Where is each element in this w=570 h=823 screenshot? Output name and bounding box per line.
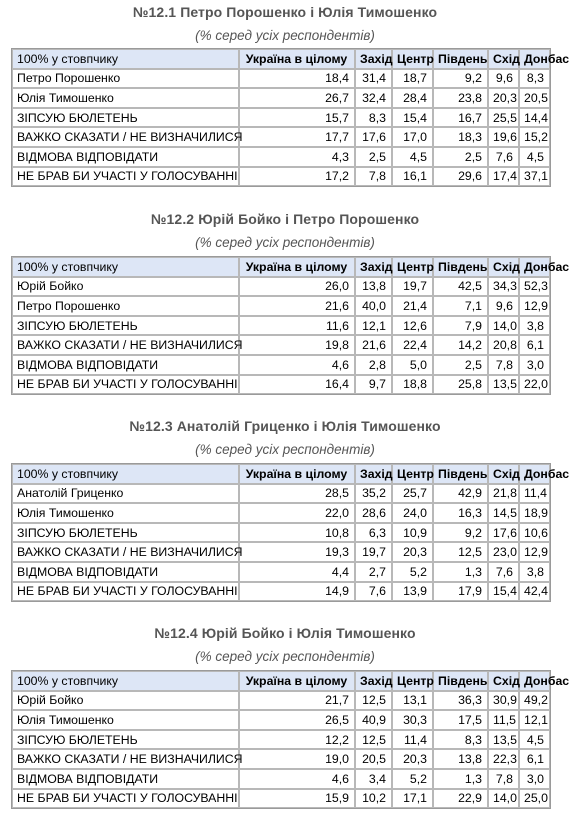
column-header: Захід [355, 49, 392, 69]
table-cell: 4,6 [239, 769, 355, 789]
column-header-base: 100% у стовпчику [12, 257, 239, 277]
table-cell: 22,4 [392, 335, 433, 355]
table-cell: 12,5 [433, 542, 488, 562]
table-row [12, 484, 550, 504]
table-cell: 14,9 [239, 582, 355, 602]
table-cell: 26,5 [239, 710, 355, 730]
table-cell: 12,1 [355, 316, 392, 336]
table-cell: 12,1 [519, 710, 550, 730]
row-label: Юлія Тимошенко [12, 503, 239, 523]
table-row [12, 88, 550, 108]
table-block-4 [0, 623, 570, 667]
table-cell: 4,6 [239, 355, 355, 375]
table-cell: 9,6 [488, 296, 519, 316]
table-row [12, 710, 550, 730]
table-cell: 14,2 [433, 335, 488, 355]
table-row [12, 749, 550, 769]
table-cell: 3,0 [519, 769, 550, 789]
column-header: Донбас [519, 49, 550, 69]
row-label: Петро Порошенко [12, 69, 239, 89]
row-label: ВІДМОВА ВІДПОВІДАТИ [12, 562, 239, 582]
table-cell: 26,0 [239, 277, 355, 297]
table-row [12, 730, 550, 750]
table-row [12, 562, 550, 582]
table-cell: 19,6 [488, 127, 519, 147]
table-cell: 20,5 [519, 88, 550, 108]
table-header-row [12, 464, 550, 484]
table-cell: 7,6 [355, 582, 392, 602]
table-row [12, 147, 550, 167]
table-cell: 19,0 [239, 749, 355, 769]
table-cell: 8,3 [519, 69, 550, 89]
table-cell: 15,4 [392, 108, 433, 128]
table-subtitle: (% серед усіх респондентів) [195, 235, 375, 250]
table-row [12, 127, 550, 147]
table-cell: 17,0 [392, 127, 433, 147]
column-header: Південь [433, 671, 488, 691]
table-cell: 13,8 [433, 749, 488, 769]
table-cell: 18,7 [392, 69, 433, 89]
row-label: НЕ БРАВ БИ УЧАСТІ У ГОЛОСУВАННІ [12, 789, 239, 809]
table-cell: 21,7 [239, 691, 355, 711]
table-cell: 2,5 [433, 147, 488, 167]
table-cell: 20,5 [355, 749, 392, 769]
table-cell: 18,8 [392, 375, 433, 395]
table-cell: 21,4 [392, 296, 433, 316]
column-header: Донбас [519, 464, 550, 484]
table-cell: 17,6 [488, 523, 519, 543]
table-cell: 49,2 [519, 691, 550, 711]
table-title: №12.3 Анатолій Гриценко і Юлія Тимошенко [129, 418, 441, 434]
table-cell: 7,1 [433, 296, 488, 316]
table-cell: 23,8 [433, 88, 488, 108]
column-header: Центр [392, 257, 433, 277]
table-cell: 7,6 [488, 562, 519, 582]
table-cell: 13,8 [355, 277, 392, 297]
table-subtitle: (% серед усіх респондентів) [195, 28, 375, 43]
table-cell: 9,7 [355, 375, 392, 395]
table-cell: 5,0 [392, 355, 433, 375]
table-cell: 22,0 [519, 375, 550, 395]
table-cell: 20,3 [392, 749, 433, 769]
table-cell: 6,3 [355, 523, 392, 543]
table-cell: 2,5 [433, 355, 488, 375]
table-cell: 4,3 [239, 147, 355, 167]
column-header-base: 100% у стовпчику [12, 464, 239, 484]
table-header-row [12, 257, 550, 277]
table-cell: 18,9 [519, 503, 550, 523]
table-cell: 30,9 [488, 691, 519, 711]
column-header: Україна в цілому [239, 671, 355, 691]
table-cell: 30,3 [392, 710, 433, 730]
row-label: Юрій Бойко [12, 277, 239, 297]
table-title: №12.2 Юрій Бойко і Петро Порошенко [150, 211, 420, 227]
row-label: ЗІПСУЮ БЮЛЕТЕНЬ [12, 316, 239, 336]
table-cell: 10,9 [392, 523, 433, 543]
column-header: Україна в цілому [239, 257, 355, 277]
table-row [12, 69, 550, 89]
row-label: Юрій Бойко [12, 691, 239, 711]
results-table-3 [11, 463, 570, 602]
table-cell: 22,0 [239, 503, 355, 523]
table-row [12, 789, 550, 809]
table-cell: 25,0 [519, 789, 550, 809]
table-cell: 1,3 [433, 562, 488, 582]
table-cell: 4,5 [519, 730, 550, 750]
table-cell: 25,8 [433, 375, 488, 395]
column-header: Південь [433, 49, 488, 69]
table-cell: 3,4 [355, 769, 392, 789]
table-cell: 6,1 [519, 335, 550, 355]
table-cell: 22,9 [433, 789, 488, 809]
table-cell: 13,1 [392, 691, 433, 711]
table-row [12, 542, 550, 562]
table-row [12, 296, 550, 316]
table-block-2 [0, 209, 570, 253]
table-row [12, 582, 550, 602]
table-row [12, 503, 550, 523]
table-row [12, 335, 550, 355]
table-cell: 2,5 [355, 147, 392, 167]
table-cell: 15,4 [488, 582, 519, 602]
column-header: Південь [433, 464, 488, 484]
table-cell: 42,5 [433, 277, 488, 297]
table-cell: 13,5 [488, 730, 519, 750]
table-cell: 10,8 [239, 523, 355, 543]
table-cell: 3,8 [519, 562, 550, 582]
table-cell: 21,6 [239, 296, 355, 316]
table-row [12, 769, 550, 789]
table-cell: 35,2 [355, 484, 392, 504]
table-cell: 28,5 [239, 484, 355, 504]
row-label: НЕ БРАВ БИ УЧАСТІ У ГОЛОСУВАННІ [12, 375, 239, 395]
table-row [12, 316, 550, 336]
table-cell: 7,6 [488, 147, 519, 167]
table-cell: 10,6 [519, 523, 550, 543]
table-cell: 2,7 [355, 562, 392, 582]
column-header: Донбас [519, 671, 550, 691]
table-row [12, 167, 550, 187]
table-cell: 4,4 [239, 562, 355, 582]
table-cell: 17,5 [433, 710, 488, 730]
column-header-base: 100% у стовпчику [12, 49, 239, 69]
table-cell: 19,7 [355, 542, 392, 562]
table-cell: 12,6 [392, 316, 433, 336]
table-cell: 17,6 [355, 127, 392, 147]
table-cell: 25,7 [392, 484, 433, 504]
row-label: ВАЖКО СКАЗАТИ / НЕ ВИЗНАЧИЛИСЯ [12, 335, 239, 355]
table-cell: 16,7 [433, 108, 488, 128]
table-cell: 24,0 [392, 503, 433, 523]
table-cell: 22,3 [488, 749, 519, 769]
table-cell: 14,5 [488, 503, 519, 523]
results-table-2 [11, 256, 570, 395]
table-title: №12.1 Петро Порошенко і Юлія Тимошенко [132, 4, 438, 20]
table-cell: 17,4 [488, 167, 519, 187]
column-header: Схід [488, 257, 519, 277]
table-cell: 36,3 [433, 691, 488, 711]
column-header: Схід [488, 464, 519, 484]
table-cell: 17,9 [433, 582, 488, 602]
column-header: Захід [355, 464, 392, 484]
table-title: №12.4 Юрій Бойко і Юлія Тимошенко [154, 625, 416, 641]
table-cell: 12,5 [355, 691, 392, 711]
table-cell: 17,7 [239, 127, 355, 147]
row-label: ЗІПСУЮ БЮЛЕТЕНЬ [12, 523, 239, 543]
table-cell: 15,7 [239, 108, 355, 128]
table-cell: 16,3 [433, 503, 488, 523]
row-label: ВІДМОВА ВІДПОВІДАТИ [12, 147, 239, 167]
table-cell: 9,2 [433, 69, 488, 89]
table-cell: 42,4 [519, 582, 550, 602]
table-cell: 10,2 [355, 789, 392, 809]
table-cell: 11,5 [488, 710, 519, 730]
table-cell: 9,2 [433, 523, 488, 543]
table-cell: 5,2 [392, 769, 433, 789]
column-header: Україна в цілому [239, 49, 355, 69]
table-cell: 16,4 [239, 375, 355, 395]
column-header: Південь [433, 257, 488, 277]
table-cell: 13,5 [488, 375, 519, 395]
table-cell: 7,8 [488, 355, 519, 375]
table-cell: 6,1 [519, 749, 550, 769]
table-cell: 15,2 [519, 127, 550, 147]
table-cell: 1,3 [433, 769, 488, 789]
table-cell: 17,2 [239, 167, 355, 187]
table-row [12, 355, 550, 375]
table-cell: 25,5 [488, 108, 519, 128]
table-cell: 5,2 [392, 562, 433, 582]
table-cell: 8,3 [355, 108, 392, 128]
row-label: ЗІПСУЮ БЮЛЕТЕНЬ [12, 108, 239, 128]
table-cell: 19,8 [239, 335, 355, 355]
row-label: Анатолій Гриценко [12, 484, 239, 504]
table-cell: 40,9 [355, 710, 392, 730]
table-cell: 28,6 [355, 503, 392, 523]
table-cell: 12,9 [519, 542, 550, 562]
column-header: Центр [392, 671, 433, 691]
table-cell: 34,3 [488, 277, 519, 297]
column-header: Схід [488, 49, 519, 69]
table-cell: 52,3 [519, 277, 550, 297]
table-cell: 28,4 [392, 88, 433, 108]
column-header-base: 100% у стовпчику [12, 671, 239, 691]
table-subtitle: (% серед усіх респондентів) [195, 649, 375, 664]
table-block-3 [0, 416, 570, 460]
table-cell: 26,7 [239, 88, 355, 108]
table-cell: 3,0 [519, 355, 550, 375]
table-cell: 4,5 [392, 147, 433, 167]
table-cell: 32,4 [355, 88, 392, 108]
table-header-row [12, 49, 550, 69]
table-cell: 17,1 [392, 789, 433, 809]
table-cell: 19,3 [239, 542, 355, 562]
row-label: ВАЖКО СКАЗАТИ / НЕ ВИЗНАЧИЛИСЯ [12, 542, 239, 562]
table-cell: 14,4 [519, 108, 550, 128]
row-label: ЗІПСУЮ БЮЛЕТЕНЬ [12, 730, 239, 750]
row-label: ВІДМОВА ВІДПОВІДАТИ [12, 769, 239, 789]
table-block-1 [0, 2, 570, 46]
table-row [12, 523, 550, 543]
column-header: Донбас [519, 257, 550, 277]
table-cell: 7,8 [355, 167, 392, 187]
table-row [12, 375, 550, 395]
table-cell: 19,7 [392, 277, 433, 297]
table-cell: 11,4 [519, 484, 550, 504]
table-cell: 20,3 [392, 542, 433, 562]
table-cell: 37,1 [519, 167, 550, 187]
table-cell: 14,0 [488, 789, 519, 809]
row-label: Петро Порошенко [12, 296, 239, 316]
column-header: Захід [355, 257, 392, 277]
table-cell: 42,9 [433, 484, 488, 504]
table-row [12, 277, 550, 297]
table-cell: 12,5 [355, 730, 392, 750]
results-table-1 [11, 48, 570, 187]
column-header: Центр [392, 49, 433, 69]
table-cell: 18,4 [239, 69, 355, 89]
table-cell: 29,6 [433, 167, 488, 187]
table-cell: 14,0 [488, 316, 519, 336]
row-label: ВАЖКО СКАЗАТИ / НЕ ВИЗНАЧИЛИСЯ [12, 127, 239, 147]
table-cell: 7,8 [488, 769, 519, 789]
results-table-4 [11, 670, 570, 809]
table-cell: 18,3 [433, 127, 488, 147]
table-cell: 40,0 [355, 296, 392, 316]
table-cell: 20,8 [488, 335, 519, 355]
table-cell: 21,6 [355, 335, 392, 355]
table-row [12, 108, 550, 128]
table-cell: 8,3 [433, 730, 488, 750]
row-label: ВАЖКО СКАЗАТИ / НЕ ВИЗНАЧИЛИСЯ [12, 749, 239, 769]
table-cell: 13,9 [392, 582, 433, 602]
table-cell: 23,0 [488, 542, 519, 562]
table-cell: 20,3 [488, 88, 519, 108]
table-cell: 16,1 [392, 167, 433, 187]
table-cell: 3,8 [519, 316, 550, 336]
column-header: Центр [392, 464, 433, 484]
table-cell: 12,2 [239, 730, 355, 750]
table-cell: 31,4 [355, 69, 392, 89]
table-cell: 12,9 [519, 296, 550, 316]
table-cell: 11,4 [392, 730, 433, 750]
row-label: Юлія Тимошенко [12, 710, 239, 730]
row-label: НЕ БРАВ БИ УЧАСТІ У ГОЛОСУВАННІ [12, 167, 239, 187]
table-cell: 15,9 [239, 789, 355, 809]
column-header: Захід [355, 671, 392, 691]
row-label: НЕ БРАВ БИ УЧАСТІ У ГОЛОСУВАННІ [12, 582, 239, 602]
table-row [12, 691, 550, 711]
table-header-row [12, 671, 550, 691]
column-header: Україна в цілому [239, 464, 355, 484]
table-cell: 21,8 [488, 484, 519, 504]
table-cell: 11,6 [239, 316, 355, 336]
table-cell: 2,8 [355, 355, 392, 375]
table-cell: 7,9 [433, 316, 488, 336]
table-subtitle: (% серед усіх респондентів) [195, 442, 375, 457]
table-cell: 4,5 [519, 147, 550, 167]
row-label: Юлія Тимошенко [12, 88, 239, 108]
column-header: Схід [488, 671, 519, 691]
row-label: ВІДМОВА ВІДПОВІДАТИ [12, 355, 239, 375]
table-cell: 9,6 [488, 69, 519, 89]
